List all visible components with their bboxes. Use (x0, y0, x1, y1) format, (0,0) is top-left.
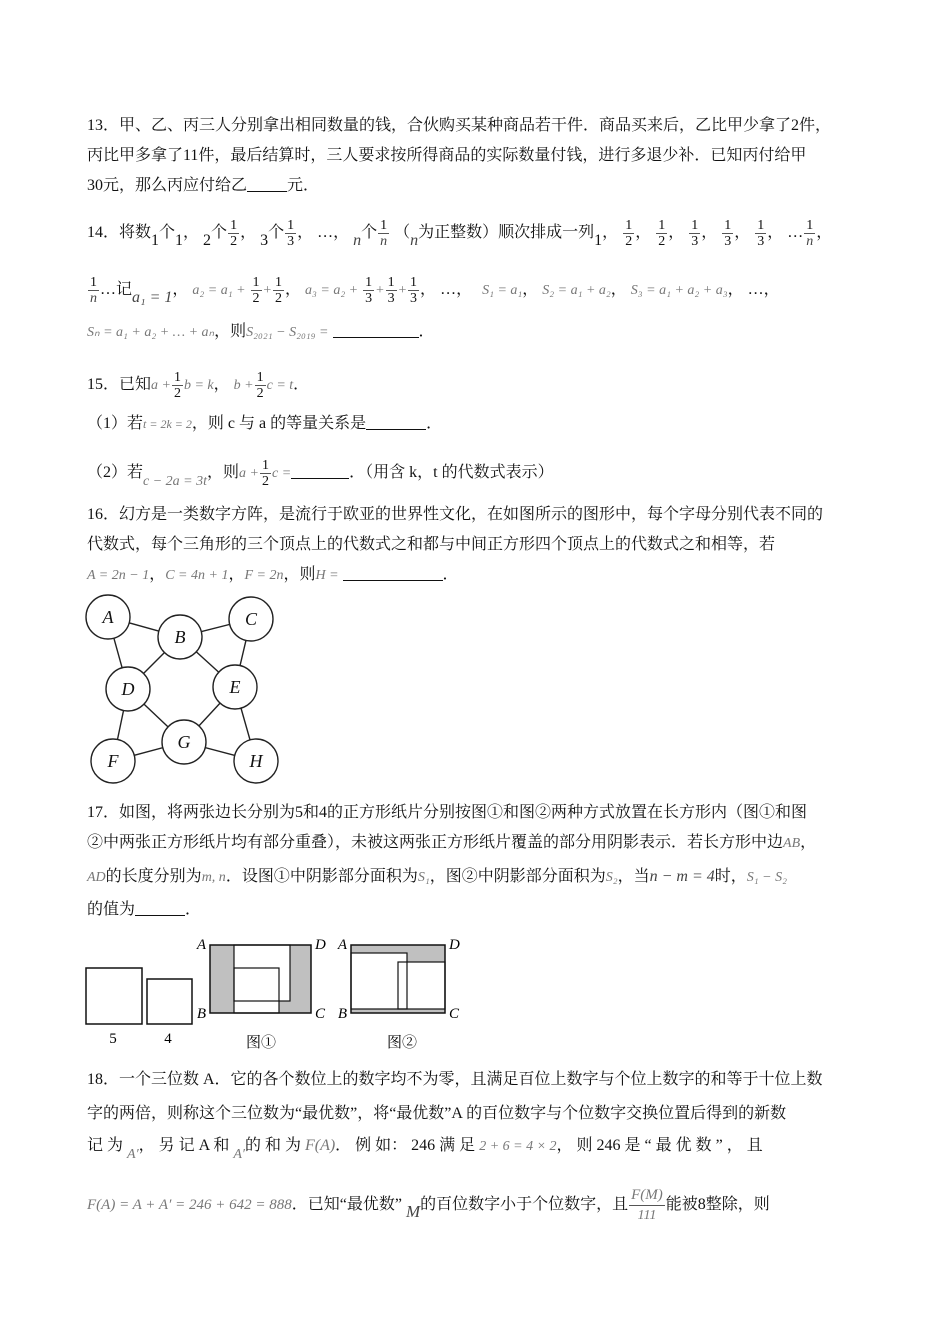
fraction (629, 1186, 665, 1225)
text: ②中两张正方形纸片均有部分重叠），未被这两张正方形纸片覆盖的部分用阴影表示．若长方形中边 (87, 834, 784, 851)
den: 3 (387, 291, 395, 306)
num: 1 (261, 458, 269, 473)
q14-ge: 个 (211, 224, 228, 242)
text: ，图②中阴影部分面积为 (429, 868, 606, 885)
den: n (380, 234, 388, 249)
num: 1 (256, 370, 264, 385)
q14-ge: 个 (268, 224, 285, 242)
comma: ， (635, 224, 652, 242)
num: 1 (365, 275, 373, 290)
comma: ， (668, 224, 685, 242)
comma: ， (734, 224, 751, 242)
text: 记 为 (87, 1137, 124, 1154)
comma: ， (297, 224, 314, 242)
q14-a1: a₁ = 1 (132, 289, 173, 307)
q14-ge: 个 (159, 224, 176, 242)
q14-ji: …记 (100, 281, 133, 299)
comma: ， (727, 281, 744, 299)
q13-line-1: 13．甲、乙、丙三人分别拿出相同数量的钱，合伙购买某种商品若干件．商品买来后，乙比甲少拿了2件， (87, 117, 832, 134)
q14-line-2: $\frac{1}{n}$ …记a₁ = 1， a₂ = a₁ + $\frac{1}{2}$ + $\frac{1}{2}$ ， a₃ = a₂ + $\frac{1}{3}$ + $\frac{1}{3}$ + $\frac{1}{3}$ ， …， S₁ = a₁， S₂ = a₁ + a₂， S₃ = a₁ + a₂ + a₃， …， (90, 275, 780, 307)
seq-term: 1 (594, 232, 603, 250)
q14-sn: Sₙ = a₁ + a₂ + … + aₙ (87, 325, 215, 340)
q14-term: 2 (203, 232, 212, 250)
den: 3 (691, 234, 699, 249)
graph-node-label: B (174, 627, 186, 647)
text: 能被8整除，则 (665, 1196, 770, 1214)
num: 1 (658, 218, 666, 233)
var-n: n (410, 232, 419, 250)
example-f: F(A) = A + A′ = 246 + 642 = 888 (87, 1197, 292, 1214)
q17-line-1: 17．如图，将两张边长分别为5和4的正方形纸片分别按图①和图②两种方式放置在长方形内（图①和图 (87, 804, 808, 821)
figure-2-caption: 图② (386, 1035, 418, 1051)
q14-s1: S₁ = a₁ (482, 283, 523, 299)
figure-1-caption: 图① (245, 1035, 277, 1051)
text: ， 另 记 A 和 (138, 1137, 230, 1154)
corner-a-label: A (196, 937, 206, 953)
square-5 (86, 968, 142, 1024)
num: 1 (410, 275, 418, 290)
q14-s2: S₂ = a₁ + a₂ (542, 283, 611, 299)
num: 1 (387, 275, 395, 290)
text: ．已知“最优数” (291, 1196, 402, 1214)
a-prime: A′ (127, 1147, 139, 1162)
den: 2 (173, 386, 181, 401)
q16-line-2: 代数式，每个三角形的三个顶点上的代数式之和都与中间正方形四个顶点上的代数式之和相等，若 (87, 536, 776, 553)
q14-a2: a₂ = a₁ + (192, 283, 246, 299)
q14-diff: S₂₀₂₁ − S₂₀₁₉ = (246, 325, 329, 340)
den: 3 (757, 234, 765, 249)
q15-line-1: 15．已知a + $\frac{1}{2}$ b = k， b + $\frac{1}{2}$ c = t． (87, 370, 310, 401)
corner-c-label: C (315, 1006, 326, 1022)
graph-node-label: F (107, 751, 119, 771)
q16-line-3: A = 2n − 1，C = 4n + 1，F = 2n，则H = ． (87, 566, 459, 583)
comma: ， (240, 224, 257, 242)
text: 的长度分别为 (105, 868, 202, 885)
num: 1 (230, 218, 238, 233)
a-prime: A′ (233, 1147, 245, 1162)
text: ，则 (283, 566, 316, 583)
comma: ， (816, 224, 833, 242)
end: ． (418, 323, 435, 340)
den: 2 (625, 234, 633, 249)
cond-a: A = 2n − 1 (87, 568, 150, 583)
comma: ， (610, 281, 627, 299)
num: 1 (173, 370, 181, 385)
end: ． (293, 376, 310, 394)
end: ． (426, 415, 443, 432)
num: 1 (287, 218, 295, 233)
text: 时， (714, 868, 747, 885)
figure-1 (196, 937, 326, 1051)
den: n (806, 234, 814, 249)
den: 2 (256, 386, 264, 401)
den: 3 (410, 291, 418, 306)
num: 1 (625, 218, 633, 233)
graph-node-label: G (177, 732, 191, 752)
expr: a + (239, 466, 259, 482)
q18-line-3 (87, 1136, 763, 1162)
ellipsis: …， (317, 224, 350, 242)
den: 2 (261, 474, 269, 489)
diff: S₁ − S₂ (746, 870, 787, 885)
q13-line-2: 丙比甲多拿了11件，最后结算时，三人要求按所得商品的实际数量付钱，进行多退少补．已知丙付给甲 (87, 147, 807, 164)
q14-ze: ，则 (214, 323, 247, 340)
cond: t = 2k = 2 (143, 417, 192, 431)
den: n (90, 291, 97, 306)
q14-line-1: 14．将数1个1， 2个 $\frac{1}{2}$ ， 3个 $\frac{1}{3}$ ， …， n个 $\frac{1}{n}$ （n为正整数）顺次排成一列1， $\frac{1}{2}$ ， $\frac{1}{2}$ ， $\frac{1}{3}$ ， $\frac{1}{3}$ ， $\frac{1}{3}$ ， … $\frac{1}{n}$ ， (87, 218, 833, 250)
text: ， 则 246 是 “ 最 优 数 ” ， 且 (556, 1137, 763, 1154)
comma: ， (172, 281, 189, 299)
text: 的 和 为 (244, 1137, 301, 1154)
q15-intro: 15．已知 (87, 376, 152, 394)
comma: ， (284, 281, 301, 299)
den: 3 (724, 234, 732, 249)
q14-a3: a₃ = a₂ + (305, 283, 359, 299)
label: （1）若 (87, 415, 144, 432)
den: 2 (252, 291, 260, 306)
ask: H = (315, 568, 339, 583)
comma: ， (522, 281, 539, 299)
num: 1 (806, 218, 814, 233)
corner-c-label: C (449, 1006, 460, 1022)
comma: ， (800, 834, 817, 851)
text: ，则 c 与 a 的等量关系是 (191, 415, 367, 432)
ellipsis: …， (747, 281, 780, 299)
corner-b-label: B (337, 1006, 347, 1022)
square-4-label: 4 (164, 1031, 172, 1047)
corner-a-label: A (337, 937, 347, 953)
q14-ge: 个 (361, 224, 378, 242)
s1: S₁ (417, 870, 430, 885)
graph-node-label: E (229, 677, 241, 697)
eq: b = k (183, 378, 214, 394)
seg-ab: AB (783, 836, 801, 851)
q18-line-2: 字的两倍，则称这个三位数为“最优数”，将“最优数”A 的百位数字与个位数字交换位置后得到的新数 (87, 1105, 787, 1122)
den: 2 (658, 234, 666, 249)
end: ． (442, 566, 459, 583)
q14-s3: S₃ = a₁ + a₂ + a₃ (630, 283, 728, 299)
graph-node-label: H (249, 751, 263, 771)
comma: ， (420, 281, 437, 299)
q14-term: 1 (151, 232, 160, 250)
ellipsis: …， (440, 281, 473, 299)
den: 2 (274, 291, 282, 306)
square-5-label: 5 (109, 1031, 117, 1047)
q18-line-4 (87, 1186, 770, 1225)
q14-intro: 14．将数 (87, 224, 152, 242)
q13-end: 元． (287, 177, 320, 194)
num: 1 (252, 275, 260, 290)
cond: c − 2a = 3t (143, 474, 208, 490)
seg-ad: AD (87, 870, 106, 885)
text: 的百位数字小于个位数字，且 (420, 1196, 629, 1214)
num: 1 (90, 275, 97, 290)
eq: b + (233, 378, 254, 394)
comma: ， (701, 224, 718, 242)
square-4 (147, 979, 192, 1024)
corner-b-label: B (196, 1006, 206, 1022)
end: ． (185, 901, 202, 918)
cond-c: C = 4n + 1 (165, 568, 229, 583)
text: ． 例 如： 246 满 足 (335, 1137, 476, 1154)
den: 111 (637, 1208, 657, 1223)
num: 1 (691, 218, 699, 233)
comma: ， (602, 224, 619, 242)
num: 1 (274, 275, 282, 290)
comma: ， (767, 224, 784, 242)
cond-f: F = 2n (244, 568, 284, 583)
graph-node-label: C (244, 609, 258, 629)
den: 3 (287, 234, 295, 249)
corner-d-label: D (315, 937, 326, 953)
den: 3 (365, 291, 373, 306)
q14-term: 3 (260, 232, 269, 250)
comma: ， (183, 224, 200, 242)
num: 1 (757, 218, 765, 233)
q13-text: 30元，那么丙应付给乙 (87, 177, 248, 194)
figure-2 (337, 937, 460, 1051)
text: ．设图①中阴影部分面积为 (225, 868, 418, 885)
q14-text: 为正整数）顺次排成一列 (418, 224, 595, 242)
num: 1 (724, 218, 732, 233)
q14-term: 1 (175, 232, 184, 250)
corner-d-label: D (449, 937, 460, 953)
s2: S₂ (605, 870, 618, 885)
note: ．（用含 k，t 的代数式表示） (349, 464, 554, 482)
var-m: M (405, 1202, 421, 1222)
label: （2）若 (87, 464, 144, 482)
q14-term: n (353, 232, 362, 250)
expr: c = (271, 466, 292, 482)
num: 1 (380, 218, 388, 233)
den: 2 (230, 234, 238, 249)
example-eq: 2 + 6 = 4 × 2 (479, 1139, 557, 1154)
text: 的值为 (87, 901, 136, 918)
graph-node-label: A (102, 607, 114, 627)
eq: a + (151, 378, 171, 394)
paren: （ (394, 224, 411, 242)
num: F(M) (629, 1186, 665, 1206)
text: ，当 (617, 868, 650, 885)
graph-node-label: D (121, 679, 135, 699)
vars: m, n (201, 870, 226, 885)
text: ，则 (207, 464, 240, 482)
q18-line-1: 18．一个三位数 A．它的各个数位上的数字均不为零，且满足百位上数字与个位上数字的和等于十位上数 (87, 1071, 823, 1088)
q16-line-1: 16．幻方是一类数字方阵，是流行于欧亚的世界性文化，在如图所示的图形中，每个字母分别代表不同的 (87, 506, 824, 523)
cond: n − m = 4 (649, 868, 715, 885)
f-of-a: F(A) (304, 1137, 336, 1154)
eq: c = t (266, 378, 294, 394)
